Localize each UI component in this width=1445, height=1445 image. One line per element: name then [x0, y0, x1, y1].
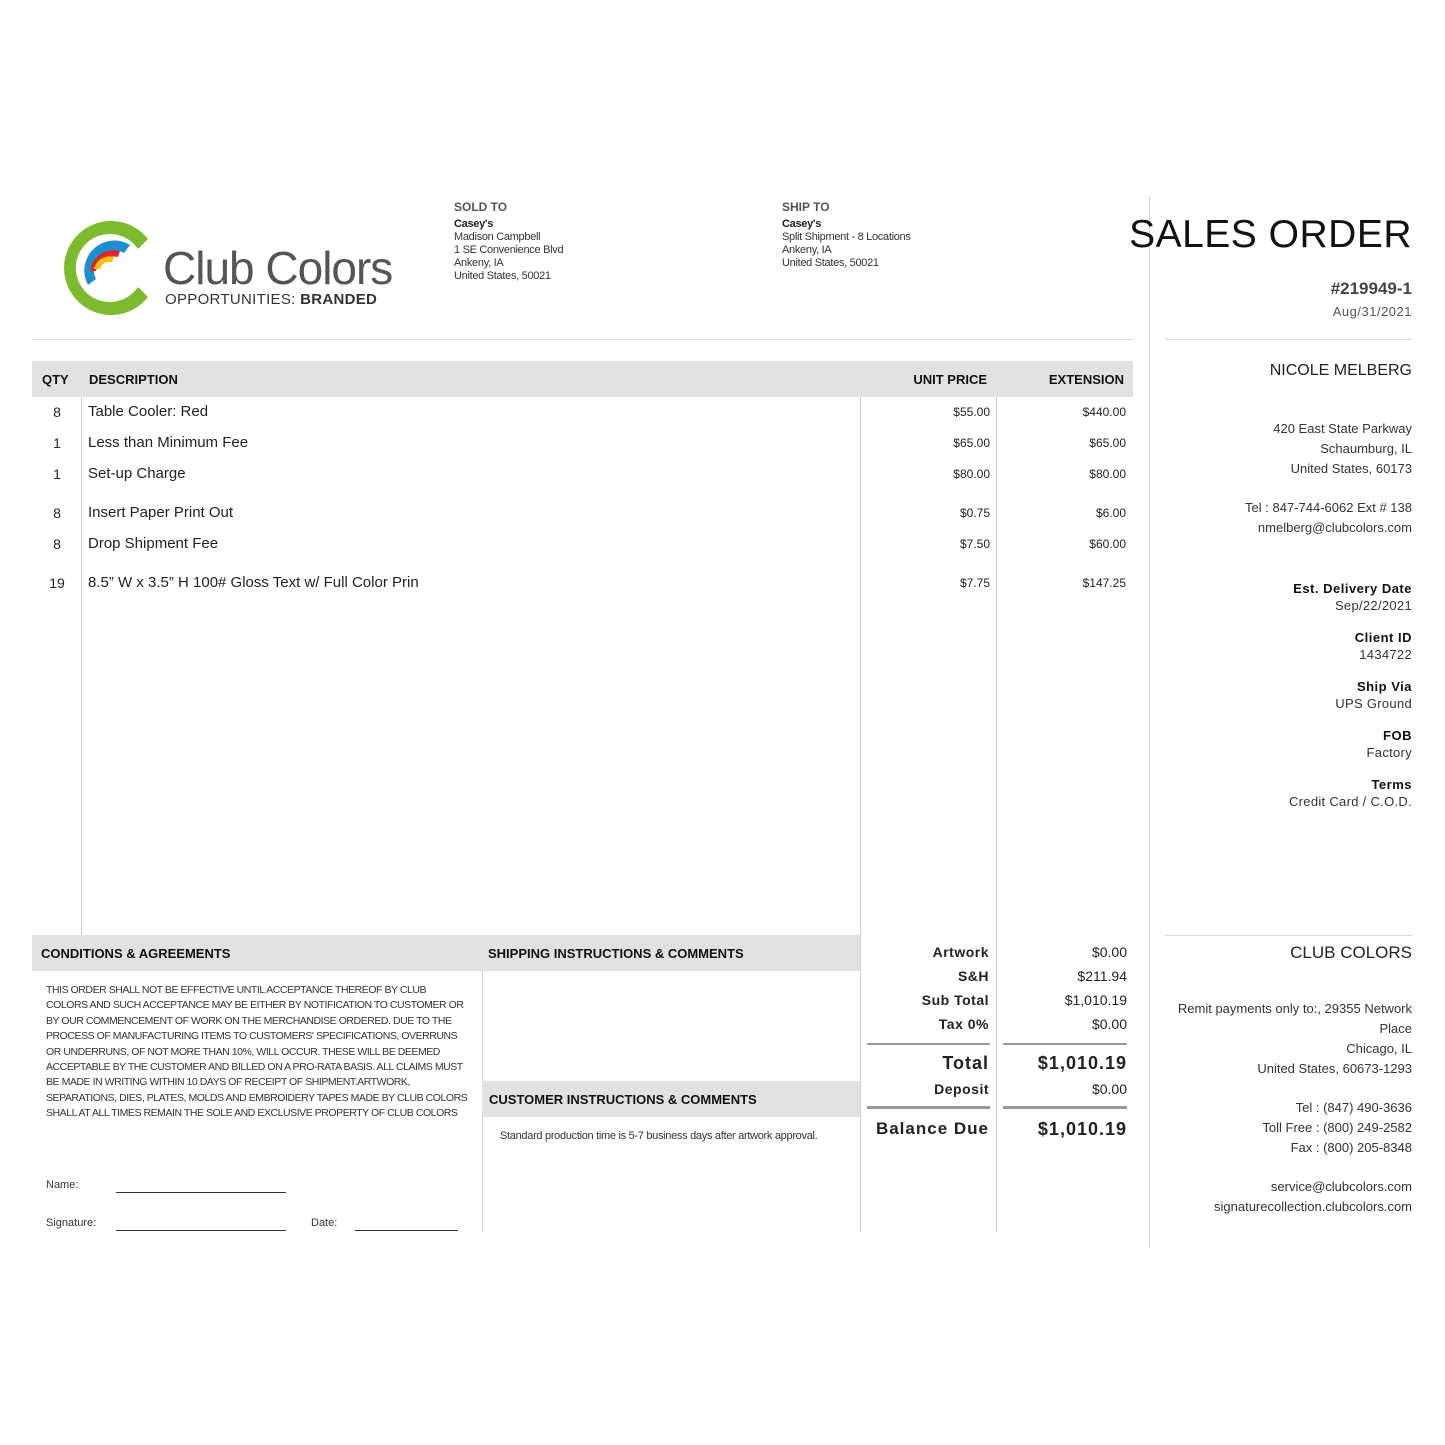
balance-divider-right: [1003, 1106, 1127, 1109]
subtotal-label: Sub Total: [921, 992, 989, 1008]
row-description: Drop Shipment Fee: [88, 535, 219, 552]
shipping-instructions-title: SHIPPING INSTRUCTIONS & COMMENTS: [488, 946, 744, 961]
sold-to-company: Casey's: [454, 218, 494, 230]
total-label: Total: [942, 1053, 989, 1073]
row-extension: $147.25: [1082, 576, 1126, 590]
company-tel: Tel : (847) 490-3636: [1295, 1100, 1412, 1115]
deposit-label: Deposit: [934, 1081, 989, 1097]
row-description: Insert Paper Print Out: [88, 504, 234, 521]
name-label: Name:: [46, 1179, 79, 1191]
meta-value: Sep/22/2021: [1334, 598, 1412, 613]
row-qty: 19: [49, 575, 65, 591]
table-row: [32, 402, 1133, 424]
table-row: [32, 503, 1133, 525]
meta-label: FOB: [1383, 728, 1412, 743]
items-table-header: [32, 361, 1133, 397]
ship-to-line: United States, 50021: [782, 257, 879, 269]
date-line[interactable]: [355, 1230, 458, 1231]
artwork-label: Artwork: [932, 944, 989, 960]
order-meta: [1289, 580, 1412, 810]
right-panel-divider: [1149, 196, 1150, 1248]
row-qty: 8: [53, 505, 61, 521]
customer-instructions-title: CUSTOMER INSTRUCTIONS & COMMENTS: [489, 1092, 757, 1107]
subtotal-value: $1,010.19: [1064, 992, 1127, 1008]
logo-tagline-bold: BRANDED: [300, 291, 378, 308]
balance-due-value: $1,010.19: [1037, 1119, 1127, 1139]
company-remit: [1178, 999, 1412, 1079]
company-website[interactable]: signaturecollection.clubcolors.com: [1214, 1199, 1412, 1214]
order-date: Aug/31/2021: [1332, 304, 1412, 319]
col-extension-header: EXTENSION: [1048, 372, 1124, 387]
sold-to-line: United States, 50021: [454, 270, 551, 282]
row-extension: $80.00: [1089, 467, 1126, 481]
col-unit-price-header: UNIT PRICE: [913, 372, 987, 387]
sold-to-block: [454, 200, 563, 283]
sold-to-line: Madison Campbell: [454, 231, 541, 243]
remit-line: Chicago, IL: [1346, 1041, 1412, 1056]
rep-address-line: Schaumburg, IL: [1320, 441, 1412, 456]
customer-instructions-text: Standard production time is 5-7 business days after artwork approval.: [500, 1130, 818, 1142]
tax-value: $0.00: [1091, 1016, 1127, 1032]
logo-name: Club Colors: [163, 242, 393, 294]
col-description-header: DESCRIPTION: [89, 372, 178, 387]
name-line[interactable]: [116, 1192, 286, 1193]
row-extension: $60.00: [1089, 537, 1126, 551]
table-row: [32, 433, 1133, 455]
customer-instructions-header: [482, 1081, 860, 1117]
meta-value: Credit Card / C.O.D.: [1288, 794, 1412, 809]
row-description: 8.5” W x 3.5” H 100# Gloss Text w/ Full Color Prin: [88, 574, 419, 591]
row-unit-price: $7.50: [959, 537, 990, 551]
company-phones: [1262, 1098, 1412, 1158]
company-name: CLUB COLORS: [1290, 943, 1412, 962]
rep-name: NICOLE MELBERG: [1269, 362, 1412, 379]
rep-contact: [1245, 498, 1412, 538]
rep-address: [1273, 419, 1412, 479]
conditions-header: [32, 935, 860, 971]
row-description: Table Cooler: Red: [88, 403, 209, 420]
balance-divider-left: [867, 1106, 990, 1109]
row-extension: $440.00: [1082, 405, 1126, 419]
company-email[interactable]: service@clubcolors.com: [1270, 1179, 1412, 1194]
signature-line[interactable]: [116, 1230, 286, 1231]
sold-to-label: SOLD TO: [454, 200, 508, 214]
signature-label: Signature:: [46, 1217, 97, 1229]
sold-to-line: Ankeny, IA: [454, 257, 504, 269]
ship-to-label: SHIP TO: [782, 200, 830, 214]
row-extension: $65.00: [1089, 436, 1126, 450]
col-qty-header: QTY: [42, 372, 69, 387]
conditions-title: CONDITIONS & AGREEMENTS: [41, 946, 231, 961]
logo-tagline-prefix: OPPORTUNITIES:: [165, 291, 296, 308]
row-qty: 1: [53, 466, 61, 482]
row-qty: 8: [53, 536, 61, 552]
ship-to-line: Ankeny, IA: [782, 244, 832, 256]
company-links: [1214, 1177, 1412, 1217]
balance-due-label: Balance Due: [875, 1119, 989, 1138]
row-unit-price: $55.00: [953, 405, 990, 419]
meta-value: UPS Ground: [1335, 696, 1412, 711]
meta-label: Ship Via: [1356, 679, 1412, 694]
company-toll-free: Toll Free : (800) 249-2582: [1262, 1120, 1412, 1135]
conditions-text: THIS ORDER SHALL NOT BE EFFECTIVE UNTIL ACCEPTANCE THEREOF BY CLUB COLORS AND SUCH ACCEPTANCE MAY BE EITHER BY NOTIFICATION TO CUSTOMER OR BY OUR COMMENCEMENT OF WORK ON THE MERCHANDISE ORDERED. DUE TO THE PROCESS OF MANUFACTURING ITEMS TO CUSTOMERS' SPECIFICATIONS, OVERRUNS OR UNDERRUNS, OF NOT MORE THAN 10%, WILL OCCUR. THESE WILL BE DEEMED ACCEPTABLE BY THE CUSTOMER AND BILLED ON A PRO-RATA BASIS. ALL CLAIMS MUST BE MADE IN WRITING WITHIN 10 DAYS OF RECEIPT OF SHIPMENT.ARTWORK, SEPARATIONS, DIES, PLATES, MOLDS AND EMBROIDERY TAPES MADE BY CLUB COLORS SHALL AT ALL TIMES REMAIN THE SOLE AND EXCLUSIVE PROPERTY OF CLUB COLORS: [46, 984, 468, 1120]
rep-address-line: United States, 60173: [1290, 461, 1412, 476]
order-number: #219949-1: [1330, 279, 1412, 298]
sold-to-line: 1 SE Convenience Blvd: [454, 244, 564, 256]
meta-label: Est. Delivery Date: [1293, 581, 1412, 596]
remit-line: Place: [1379, 1021, 1412, 1036]
right-divider-top: [1165, 339, 1412, 340]
table-row: [32, 464, 1133, 486]
remit-line: United States, 60673-1293: [1257, 1061, 1412, 1076]
tax-label: Tax 0%: [938, 1016, 989, 1032]
artwork-value: $0.00: [1091, 944, 1127, 960]
row-description: Set-up Charge: [88, 465, 186, 482]
meta-label: Terms: [1371, 777, 1412, 792]
totals-divider-left: [867, 1043, 990, 1045]
company-logo: [60, 215, 405, 320]
order-title: SALES ORDER: [1129, 213, 1412, 256]
total-value: $1,010.19: [1037, 1053, 1127, 1073]
sh-value: $211.94: [1077, 968, 1127, 984]
rep-address-line: 420 East State Parkway: [1273, 421, 1412, 436]
logo-mark-icon: [60, 215, 160, 320]
rep-email[interactable]: nmelberg@clubcolors.com: [1257, 520, 1412, 535]
logo-tagline: [165, 291, 377, 308]
deposit-value: $0.00: [1091, 1081, 1127, 1097]
ship-to-block: [782, 200, 911, 270]
meta-value: 1434722: [1359, 647, 1412, 662]
row-unit-price: $0.75: [959, 506, 990, 520]
remit-line: Remit payments only to:, 29355 Network: [1177, 1001, 1412, 1016]
ship-to-line: Split Shipment - 8 Locations: [782, 231, 911, 243]
company-fax: Fax : (800) 205-8348: [1290, 1140, 1412, 1155]
table-row: [32, 573, 1133, 595]
row-description: Less than Minimum Fee: [88, 434, 249, 451]
row-qty: 1: [53, 435, 61, 451]
row-qty: 8: [53, 404, 61, 420]
row-unit-price: $65.00: [953, 436, 990, 450]
rep-tel: Tel : 847-744-6062 Ext # 138: [1245, 500, 1412, 515]
header-divider: [32, 339, 1133, 340]
row-extension: $6.00: [1095, 506, 1126, 520]
row-unit-price: $7.75: [959, 576, 990, 590]
table-row: [32, 534, 1133, 556]
meta-label: Client ID: [1354, 630, 1412, 645]
date-label: Date:: [311, 1217, 338, 1229]
right-divider-bottom: [1165, 935, 1412, 936]
totals-divider-right: [1003, 1043, 1127, 1045]
row-unit-price: $80.00: [953, 467, 990, 481]
meta-value: Factory: [1366, 745, 1412, 760]
ship-to-company: Casey's: [782, 218, 822, 230]
sh-label: S&H: [957, 968, 989, 984]
